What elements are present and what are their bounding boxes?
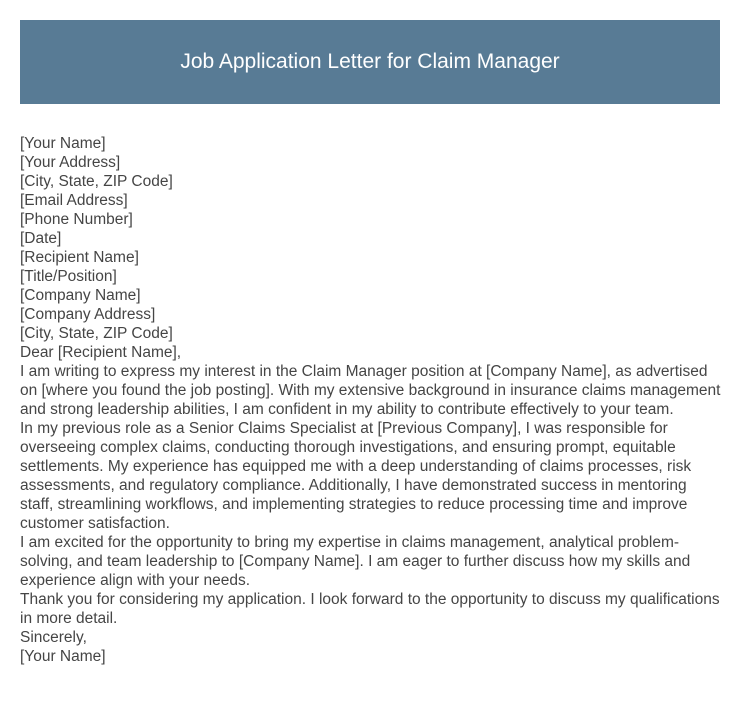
closing: Sincerely, — [20, 629, 87, 646]
page-header — [20, 20, 720, 104]
sender-email: [Email Address] — [20, 192, 128, 209]
signature: [Your Name] — [20, 648, 106, 665]
letter-body — [20, 134, 722, 666]
paragraph-closing: Thank you for considering my application. I look forward to the opportunity to discuss my qualifications in more detail. — [20, 591, 720, 627]
sender-phone: [Phone Number] — [20, 211, 133, 228]
paragraph-motivation: I am excited for the opportunity to bring my expertise in claims management, analytical problem-solving, and team leadership to [Company Name]. I am eager to further discuss how my skills and experience align with your needs. — [20, 534, 691, 589]
paragraph-introduction: I am writing to express my interest in the Claim Manager position at [Company Name], as advertised on [where you found the job posting]. With my extensive background in insurance claims management and strong leadership abilities, I am confident in my ability to contribute effectively to your team. — [20, 363, 721, 418]
recipient-company: [Company Name] — [20, 287, 141, 304]
salutation: Dear [Recipient Name], — [20, 344, 182, 361]
sender-name: [Your Name] — [20, 135, 106, 152]
recipient-title: [Title/Position] — [20, 268, 117, 285]
recipient-name: [Recipient Name] — [20, 249, 139, 266]
recipient-city-state-zip: [City, State, ZIP Code] — [20, 325, 173, 342]
letter-date: [Date] — [20, 230, 62, 247]
page-title: Job Application Letter for Claim Manager — [180, 50, 560, 73]
recipient-company-address: [Company Address] — [20, 306, 156, 323]
sender-city-state-zip: [City, State, ZIP Code] — [20, 173, 173, 190]
sender-address: [Your Address] — [20, 154, 121, 171]
paragraph-experience: In my previous role as a Senior Claims Specialist at [Previous Company], I was responsible for overseeing complex claims, conducting thorough investigations, and ensuring prompt, equitable settlements. My experience has equipped me with a deep understanding of claims processes, risk assessments, and regulatory compliance. Additionally, I have demonstrated success in mentoring staff, streamlining workflows, and implementing strategies to reduce processing time and improve customer satisfaction. — [20, 420, 692, 532]
